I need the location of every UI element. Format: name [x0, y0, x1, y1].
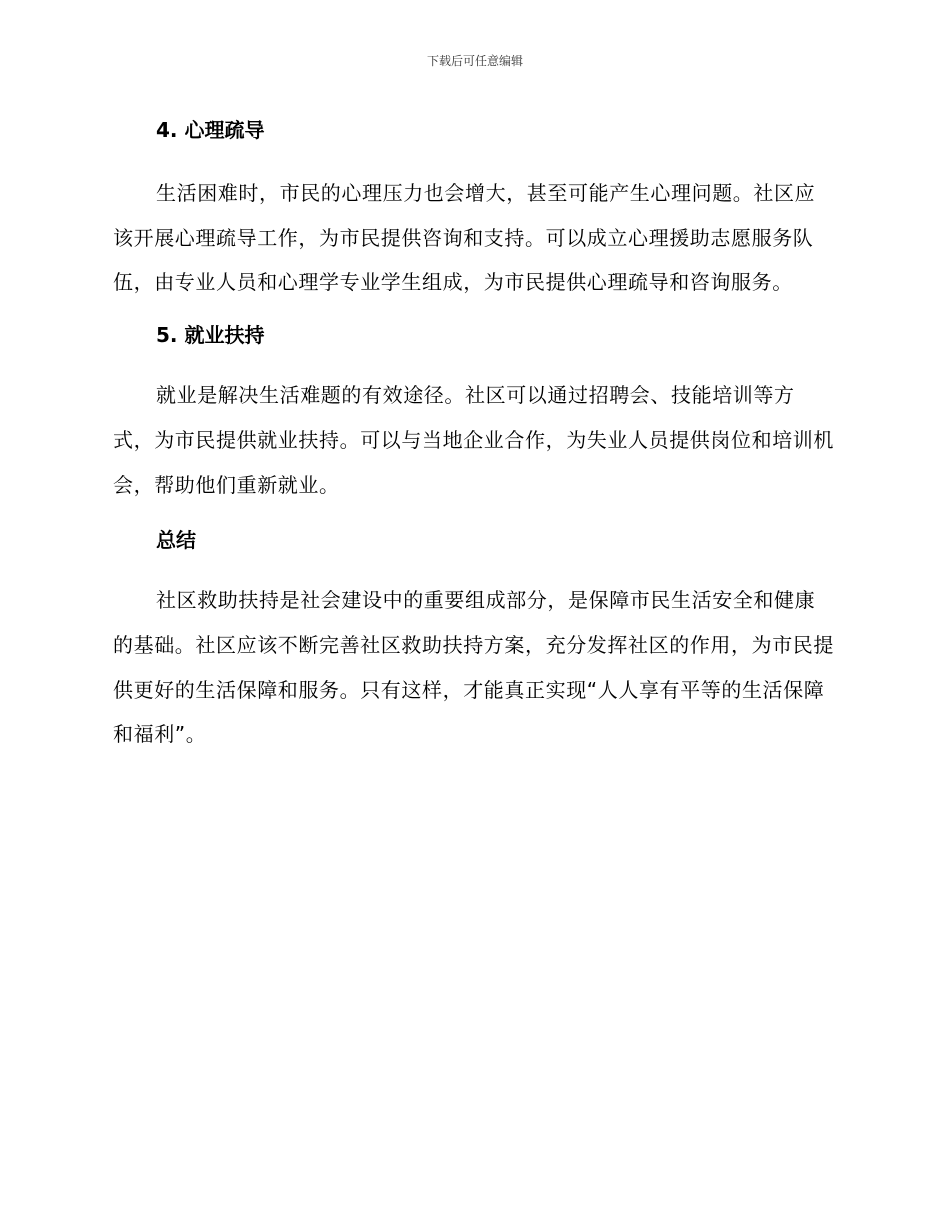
section-paragraph-employment-support: 就业是解决生活难题的有效途径。社区可以通过招聘会、技能培训等方式，为市民提供就业扶持。可以与当地企业合作，为失业人员提供岗位和培训机会，帮助他们重新就业。	[113, 383, 834, 497]
section-heading-psychological-counseling: 4. 心理疏导	[156, 118, 265, 142]
document-body	[113, 112, 835, 757]
section-heading-employment-support: 5. 就业扶持	[156, 323, 265, 348]
section-paragraph-psychological-counseling: 生活困难时，市民的心理压力也会增大，甚至可能产生心理问题。社区应该开展心理疏导工作，为市民提供咨询和支持。可以成立心理援助志愿服务队伍，由专业人员和心理学专业学生组成，为市民提供心理疏导和咨询服务。	[113, 181, 816, 295]
section-heading-summary: 总结	[156, 528, 196, 553]
page-header: 下载后可任意编辑	[426, 54, 523, 68]
section-paragraph-summary: 社区救助扶持是社会建设中的重要组成部分，是保障市民生活安全和健康的基础。社区应该不断完善社区救助扶持方案，充分发挥社区的作用，为市民提供更好的生活保障和服务。只有这样，才能真正实现“人人享有平等的生活保障和福利”。	[113, 588, 834, 747]
